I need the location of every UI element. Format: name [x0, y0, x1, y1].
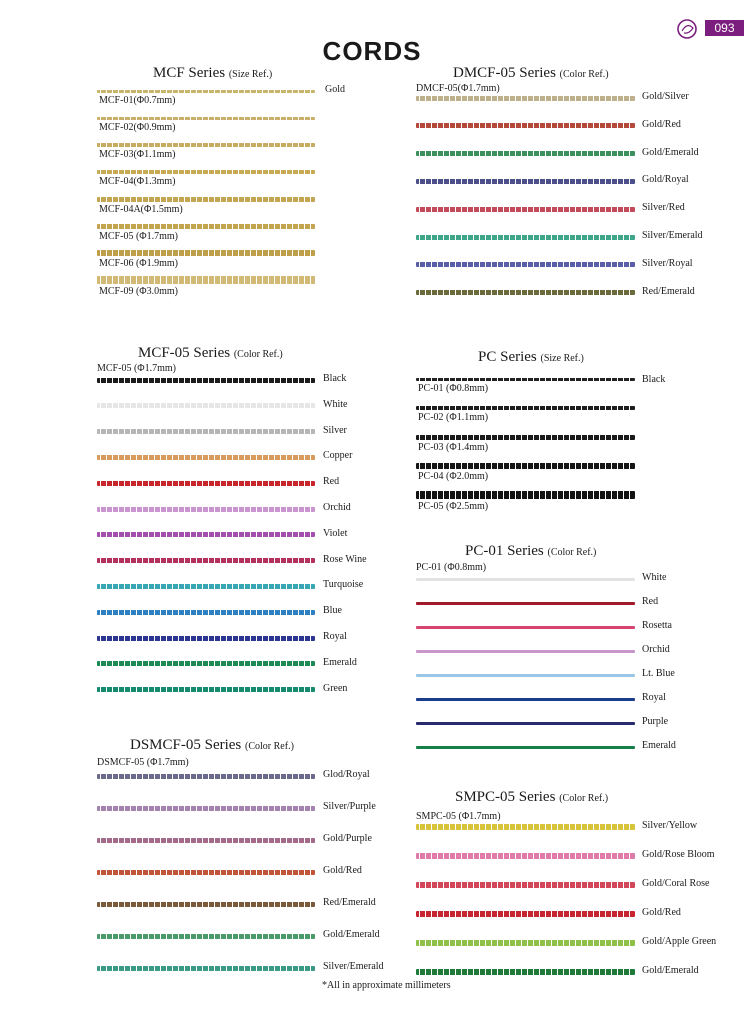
pc-cord-label: PC-04 (Φ2.0mm) [418, 471, 489, 482]
footnote: *All in approximate millimeters [322, 980, 451, 991]
dmcf-cord-swatch [416, 151, 635, 156]
dsmcf-cord-swatch [97, 966, 315, 971]
mcf05-cord-label: Emerald [323, 656, 357, 668]
mcf05-cord-swatch [97, 455, 315, 460]
pc-cord-swatch [416, 378, 635, 381]
dsmcf-cord-swatch [97, 774, 315, 779]
mcf-cord-label: MCF-06 (Φ1.9mm) [99, 258, 178, 269]
smpc-cord-swatch [416, 824, 635, 830]
mcf-cord-swatch [97, 117, 315, 120]
mcf-cord-label: MCF-02(Φ0.9mm) [99, 121, 176, 133]
dsmcf-cord-label: Gold/Red [323, 865, 362, 876]
pc-cord-swatch [416, 491, 635, 499]
pc01-cord-label: Royal [642, 692, 666, 703]
smpc-cord-label: Gold/Red [642, 907, 681, 918]
pc01-cord-label: Lt. Blue [642, 668, 675, 679]
mcf-cord-label: MCF-04A(Φ1.5mm) [99, 203, 183, 215]
mcf-cord-swatch [97, 143, 315, 147]
mcf05-cord-swatch [97, 610, 315, 615]
dmcf-cord-label: Gold/Royal [642, 174, 689, 186]
dmcf-cord-swatch [416, 96, 635, 101]
mcf05-cord-swatch [97, 661, 315, 666]
mcf05-series-heading: MCF-05 Series (Color Ref.) [138, 345, 283, 361]
dmcf-cord-label: Gold/Silver [642, 91, 689, 102]
mcf-cord-swatch [97, 250, 315, 256]
pc-cord-swatch [416, 463, 635, 469]
dsmcf-cord-swatch [97, 838, 315, 843]
mcf05-cord-label: Green [323, 682, 348, 694]
dmcf-cord-label: Silver/Emerald [642, 230, 703, 241]
mcf05-cord-label: Orchid [323, 502, 351, 513]
mcf05-cord-swatch [97, 636, 315, 641]
pc01-cord-swatch [416, 674, 635, 677]
mcf-cord-label: MCF-04(Φ1.3mm) [99, 176, 176, 187]
mcf05-cord-swatch [97, 687, 315, 692]
dmcf-cord-label: Gold/Emerald [642, 146, 699, 158]
dmcf-cord-swatch [416, 235, 635, 240]
mcf-cord-swatch [97, 276, 315, 284]
mcf05-cord-label: Turquoise [323, 579, 364, 591]
dmcf-series-heading: DMCF-05 Series (Color Ref.) [453, 65, 609, 81]
smpc-cord-swatch [416, 969, 635, 975]
smpc-cord-swatch [416, 882, 635, 888]
pc01-size-label: PC-01 (Φ0.8mm) [416, 562, 487, 573]
smpc-size-label: SMPC-05 (Φ1.7mm) [416, 811, 501, 822]
mcf05-cord-swatch [97, 429, 315, 434]
pc01-cord-swatch [416, 602, 635, 605]
brand-logo-icon [676, 18, 702, 40]
smpc-series-heading: SMPC-05 Series (Color Ref.) [455, 789, 609, 805]
mcf-cord-swatch [97, 224, 315, 229]
pc-color-label: Black [642, 374, 666, 385]
dmcf-cord-swatch [416, 262, 635, 267]
mcf05-cord-label: Copper [323, 450, 353, 462]
mcf-cord-label: MCF-01(Φ0.7mm) [99, 94, 176, 106]
dsmcf-cord-swatch [97, 870, 315, 875]
dmcf-cord-swatch [416, 179, 635, 184]
mcf-cord-swatch [97, 170, 315, 174]
pc01-cord-swatch [416, 650, 635, 653]
mcf05-cord-swatch [97, 403, 315, 408]
smpc-cord-label: Gold/Rose Bloom [642, 849, 715, 860]
pc01-cord-swatch [416, 626, 635, 629]
pc01-cord-label: Red [642, 596, 659, 607]
pc01-cord-label: Emerald [642, 740, 676, 751]
mcf05-cord-swatch [97, 558, 315, 563]
smpc-cord-swatch [416, 853, 635, 859]
pc01-cord-label: Orchid [642, 644, 670, 655]
pc01-cord-swatch [416, 698, 635, 701]
mcf05-cord-label: White [323, 398, 348, 410]
pc01-cord-label: Purple [642, 716, 669, 727]
pc01-cord-swatch [416, 746, 635, 749]
pc-cord-label: PC-02 (Φ1.1mm) [418, 412, 489, 423]
mcf-cord-swatch [97, 90, 315, 93]
dmcf-cord-swatch [416, 207, 635, 212]
dsmcf-series-heading: DSMCF-05 Series (Color Ref.) [130, 737, 294, 753]
pc-series-heading: PC Series (Size Ref.) [478, 349, 584, 365]
mcf-cord-label: MCF-09 (Φ3.0mm) [99, 286, 178, 297]
mcf-cord-label: MCF-03(Φ1.1mm) [99, 149, 176, 160]
dsmcf-cord-swatch [97, 902, 315, 907]
mcf05-cord-swatch [97, 584, 315, 589]
dmcf-cord-label: Red/Emerald [642, 285, 695, 297]
dsmcf-cord-swatch [97, 934, 315, 939]
dsmcf-cord-label: Red/Emerald [323, 897, 376, 908]
dmcf-cord-label: Silver/Royal [642, 257, 693, 269]
dmcf-cord-swatch [416, 123, 635, 128]
dmcf-size-label: DMCF-05(Φ1.7mm) [416, 83, 500, 94]
mcf-cord-label: MCF-05 (Φ1.7mm) [99, 230, 178, 242]
dsmcf-size-label: DSMCF-05 (Φ1.7mm) [97, 757, 189, 768]
mcf05-size-label: MCF-05 (Φ1.7mm) [97, 363, 176, 374]
pc-cord-label: PC-01 (Φ0.8mm) [418, 382, 489, 394]
dmcf-cord-label: Gold/Red [642, 118, 681, 130]
page-number: 093 [705, 20, 744, 36]
mcf05-cord-swatch [97, 378, 315, 383]
smpc-cord-swatch [416, 911, 635, 917]
smpc-cord-label: Gold/Coral Rose [642, 878, 710, 889]
pc01-cord-swatch [416, 722, 635, 725]
pc-cord-label: PC-05 (Φ2.5mm) [418, 501, 489, 512]
mcf-cord-swatch [97, 197, 315, 202]
dsmcf-cord-swatch [97, 806, 315, 811]
dmcf-cord-swatch [416, 290, 635, 295]
page-title: CORDS [322, 36, 422, 66]
pc01-series-heading: PC-01 Series (Color Ref.) [465, 543, 597, 559]
pc01-cord-label: Rosetta [642, 620, 672, 631]
mcf05-cord-label: Red [323, 476, 340, 488]
smpc-cord-swatch [416, 940, 635, 946]
mcf05-cord-swatch [97, 481, 315, 486]
pc01-cord-label: White [642, 572, 667, 583]
mcf-color-label: Gold [325, 84, 345, 95]
smpc-cord-label: Gold/Apple Green [642, 936, 717, 947]
smpc-cord-label: Silver/Yellow [642, 820, 698, 831]
pc01-cord-swatch [416, 578, 635, 581]
mcf05-cord-swatch [97, 532, 315, 537]
smpc-cord-label: Gold/Emerald [642, 965, 699, 976]
dsmcf-cord-label: Gold/Purple [323, 833, 372, 844]
pc-cord-label: PC-03 (Φ1.4mm) [418, 441, 489, 453]
mcf05-cord-label: Royal [323, 631, 347, 642]
pc-cord-swatch [416, 406, 635, 410]
mcf05-cord-label: Blue [323, 605, 342, 617]
mcf-series-heading: MCF Series (Size Ref.) [153, 65, 273, 81]
pc-cord-swatch [416, 435, 635, 440]
mcf05-cord-label: Black [323, 373, 347, 384]
dmcf-cord-label: Silver/Red [642, 202, 685, 214]
mcf05-cord-label: Silver [323, 424, 347, 436]
dsmcf-cord-label: Silver/Emerald [323, 961, 384, 972]
dsmcf-cord-label: Silver/Purple [323, 801, 376, 812]
mcf05-cord-swatch [97, 507, 315, 512]
dsmcf-cord-label: Gold/Emerald [323, 929, 380, 940]
dsmcf-cord-label: Glod/Royal [323, 769, 370, 780]
mcf05-cord-label: Rose Wine [323, 553, 367, 565]
mcf05-cord-label: Violet [323, 527, 348, 539]
